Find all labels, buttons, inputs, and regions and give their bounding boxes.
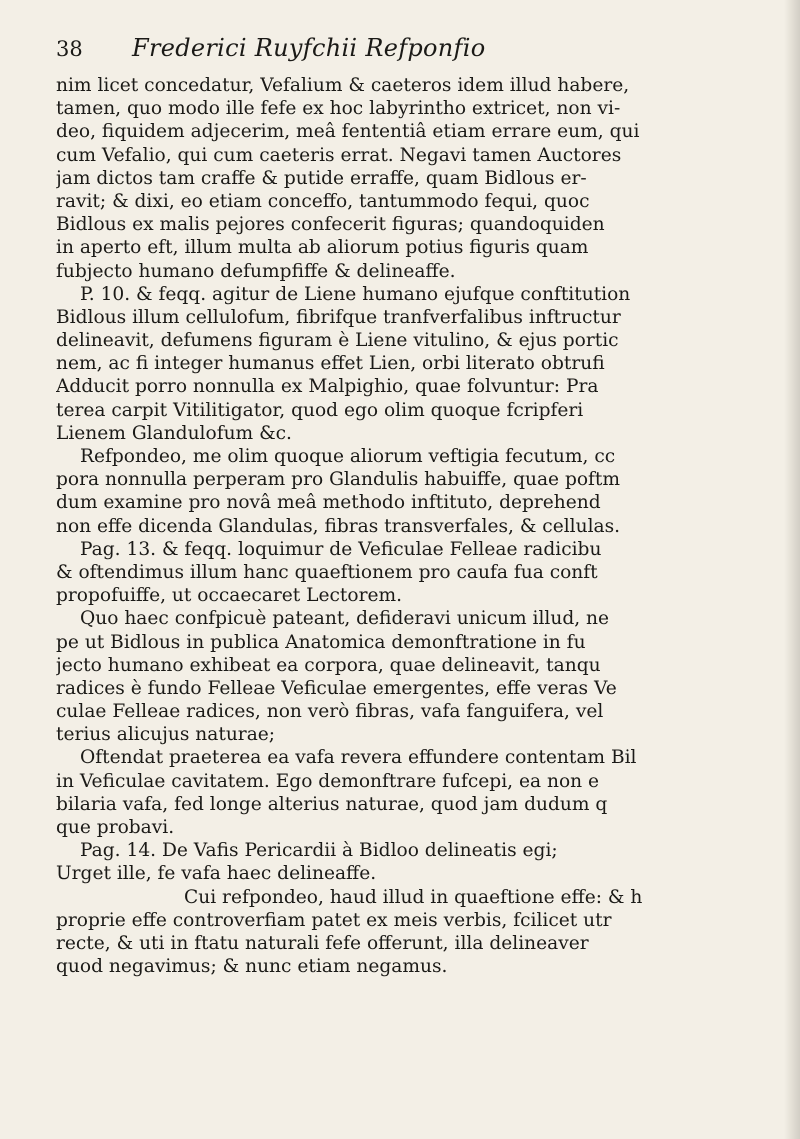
body-text	[56, 74, 786, 978]
text-line: pora nonnulla perperam pro Glandulis habuiffe, quae poftm	[56, 469, 621, 491]
text-line: Urget ille, fe vafa haec delineaffe.	[56, 863, 377, 885]
text-line: Quo haec confpicuè pateant, defideravi unicum illud, ne	[80, 608, 610, 630]
text-line: Bidlous illum cellulofum, fibrifque tranfverfalibus inftructur	[56, 306, 621, 328]
text-line: Oftendat praeterea ea vafa revera effundere contentam Bil	[80, 747, 637, 769]
text-line: nim licet concedatur, Vefalium & caeteros idem illud habere,	[56, 75, 630, 96]
text-line: tamen, quo modo ille fefe ex hoc labyrintho extricet, non vi-	[56, 98, 621, 120]
text-line: Pag. 14. De Vafis Pericardii à Bidloo delineatis egi;	[80, 840, 558, 862]
text-line: non effe dicenda Glandulas, fibras transverfales, & cellulas.	[56, 515, 621, 537]
text-line: Pag. 13. & feqq. loquimur de Veficulae Felleae radicibu	[80, 538, 602, 560]
text-line: fubjecto humano defumpfiffe & delineaffe.	[56, 260, 456, 282]
text-line: terius alicujus naturae;	[56, 724, 276, 746]
text-line: in aperto eft, illum multa ab aliorum potius figuris quam	[56, 237, 589, 259]
text-line: cum Vefalio, qui cum caeteris errat. Negavi tamen Auctores	[56, 144, 622, 166]
text-line: deo, fiquidem adjecerim, meâ fententiâ etiam errare eum, qui	[56, 121, 640, 143]
text-line: propofuiffe, ut occaecaret Lectorem.	[56, 585, 403, 607]
text-line: culae Felleae radices, non verò fibras, vafa fanguifera, vel	[56, 701, 604, 723]
text-line: nem, ac fi integer humanus effet Lien, orbi literato obtrufi	[56, 353, 605, 375]
running-title: Frederici Ruyfchii Refponfio	[132, 34, 486, 62]
text-line: Refpondeo, me olim quoque aliorum veftigia fecutum, cc	[80, 446, 616, 467]
text-line: proprie effe controverfiam patet ex meis verbis, fcilicet utr	[56, 909, 612, 931]
text-line: & oftendimus illum hanc quaeftionem pro caufa fua conft	[56, 561, 598, 583]
text-line: bilaria vafa, fed longe alterius naturae, quod jam dudum q	[56, 793, 608, 815]
text-line: jecto humano exhibeat ea corpora, quae delineavit, tanqu	[56, 654, 601, 676]
text-line: jam dictos tam craffe & putide erraffe, quam Bidlous er-	[56, 167, 587, 189]
text-line: ravit; & dixi, eo etiam conceffo, tantummodo fequi, quoc	[56, 190, 590, 212]
text-line: Lienem Glandulofum &c.	[56, 422, 292, 444]
page-header	[56, 34, 786, 72]
text-line: que probavi.	[56, 817, 175, 838]
text-line: radices è fundo Felleae Veficulae emergentes, effe veras Ve	[56, 677, 617, 699]
text-line: Bidlous ex malis pejores confecerit figuras; quandoquiden	[56, 214, 605, 236]
text-line: delineavit, defumens figuram è Liene vitulino, & ejus portic	[56, 330, 619, 352]
text-line: quod negavimus; & nunc etiam negamus.	[56, 956, 448, 978]
page-number: 38	[56, 37, 83, 61]
text-line: Adducit porro nonnulla ex Malpighio, quae folvuntur: Pra	[56, 376, 599, 398]
text-line: recte, & uti in ftatu naturali fefe offerunt, illa delineaver	[56, 932, 589, 954]
text-line: Cui refpondeo, haud illud in quaeftione effe: & h	[184, 886, 643, 908]
text-line: terea carpit Vitilitigator, quod ego olim quoque fcripferi	[56, 399, 584, 421]
text-line: dum examine pro novâ meâ methodo inftituto, deprehend	[56, 492, 601, 514]
text-line: in Veficulae cavitatem. Ego demonftrare fufcepi, ea non e	[56, 770, 600, 792]
text-line: pe ut Bidlous in publica Anatomica demonftratione in fu	[56, 631, 586, 653]
text-line: P. 10. & feqq. agitur de Liene humano ejufque conftitution	[80, 283, 631, 305]
